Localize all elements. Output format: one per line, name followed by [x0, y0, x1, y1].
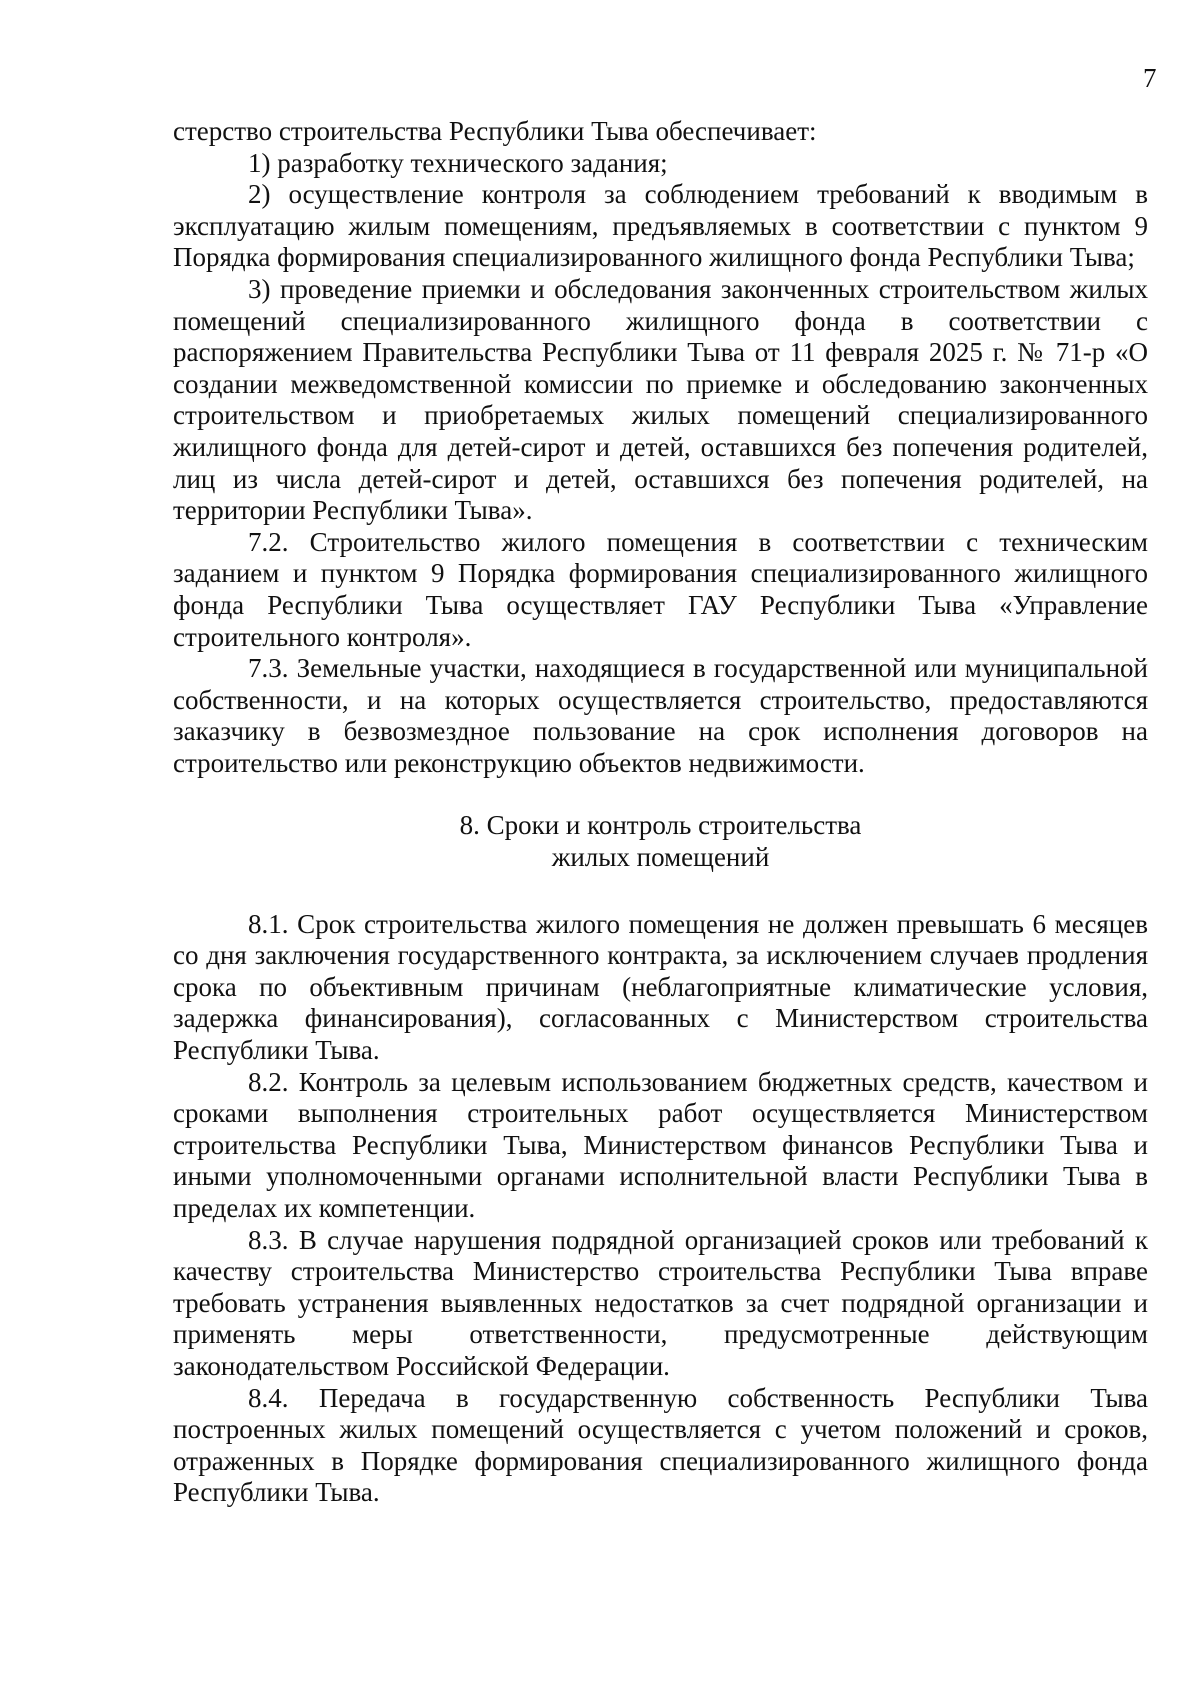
paragraph-8-4: 8.4. Передача в государственную собственность Республики Тыва построенных жилых помещений осуществляется с учетом положений и сроков, отраженных в Порядке формирования специализированного жилищного фонда Республики Тыва. — [173, 1382, 1148, 1508]
paragraph-8-3: 8.3. В случае нарушения подрядной организацией сроков или требований к качеству строительства Министерство строительства Республики Тыва вправе требовать устранения выявленных недостатков за счет подрядной организации и применять меры ответственности, предусмотренные действующим законодательством Российской Федерации. — [173, 1224, 1148, 1381]
paragraph-7-3: 7.3. Земельные участки, находящиеся в государственной или муниципальной собственности, и на которых осуществляется строительство, предоставляются заказчику в безвозмездное пользование на срок исполнения договоров на строительство или реконструкцию объектов недвижимости. — [173, 653, 1148, 778]
paragraph-8-2: 8.2. Контроль за целевым использованием бюджетных средств, качеством и сроками выполнения строительных работ осуществляется Министерством строительства Республики Тыва, Министерством финансов Республики Тыва и иными уполномоченными органами исполнительной власти Республики Тыва в пределах их компетенции. — [173, 1066, 1148, 1223]
page-number: 7 — [1143, 63, 1157, 93]
paragraph-item-1: 1) разработку технического задания; — [248, 147, 668, 178]
paragraph-item-2: 2) осуществление контроля за соблюдением требований к вводимым в эксплуатацию жилым помещениям, предъявляемых в соответствии с пунктом 9 Порядка формирования специализированного жилищного фонда Республики Тыва; — [173, 179, 1148, 273]
paragraph-item-3: 3) проведение приемки и обследования законченных строительством жилых помещений специализированного жилищного фонда в соответствии с распоряжением Правительства Республики Тыва от 11 февраля 2025 г. № 71-р «О создании межведомственной комиссии по приемке и обследованию законченных строительством и приобретаемых жилых помещений специализированного жилищного фонда для детей-сирот и детей, оставшихся без попечения родителей, лиц из числа детей-сирот и детей, оставшихся без попечения родителей, на территории Республики Тыва». — [173, 273, 1148, 526]
paragraph-8-1: 8.1. Срок строительства жилого помещения не должен превышать 6 месяцев со дня заключения государственного контракта, за исключением случаев продления срока по объективным причинам (неблагоприятные климатические условия, задержка финансирования), согласованных с Министерством строительства Республики Тыва. — [173, 908, 1148, 1066]
section-heading-line-2: жилых помещений — [551, 842, 770, 873]
paragraph-7-2: 7.2. Строительство жилого помещения в соответствии с техническим заданием и пунктом 9 Порядка формирования специализированного жилищного фонда Республики Тыва осуществляет ГАУ Республики Тыва «Управление строительного контроля». — [173, 526, 1148, 652]
paragraph-continuation: стерство строительства Республики Тыва обеспечивает: — [173, 116, 817, 146]
document-body — [173, 116, 1148, 1509]
section-heading-line-1: 8. Сроки и контроль строительства — [459, 810, 862, 841]
section-heading — [173, 810, 1148, 873]
